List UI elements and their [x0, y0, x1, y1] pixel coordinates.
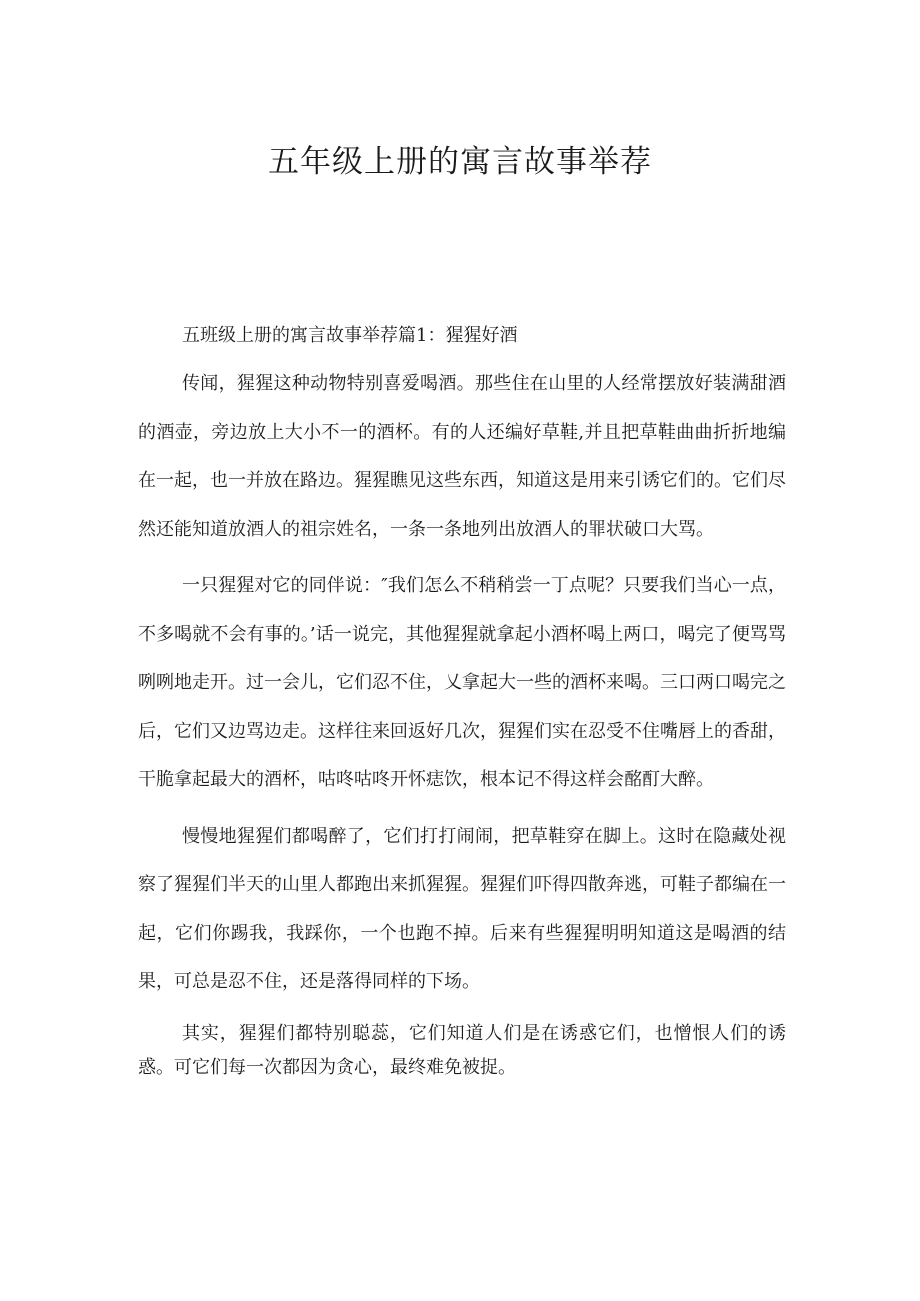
paragraph-2: 一只猩猩对它的同伴说：″我们怎么不稍稍尝一丁点呢？只要我们当心一点，不多喝就不会有事的。’话一说完，其他猩猩就拿起小酒杯喝上两口，喝完了便骂骂咧咧地走开。过一会儿，它们忍不住，乂拿起大一些的酒杯来喝。三口两口喝完之后，它们又边骂边走。这样往来回返好几次，猩猩们实在忍受不住嘴唇上的香甜，干脆拿起最大的酒杯，咕咚咕咚开怀痣饮，根本记不得这样会酩酊大醉。 — [138, 575, 786, 790]
section-heading: 五班级上册的寓言故事举荐篇1：猩猩好酒 — [182, 325, 518, 346]
document-body — [138, 318, 786, 1085]
paragraph-4: 其实，猩猩们都特别聪蕊，它们知道人们是在诱惑它们，也憎恨人们的诱惑。可它们每一次都因为贪心，最终难免被捉。 — [138, 1022, 786, 1078]
paragraph-3: 慢慢地猩猩们都喝醉了，它们打打闹闹，把草鞋穿在脚上。这时在隐藏处视察了猩猩们半天的山里人都跑出来抓猩猩。猩猩们吓得四散奔逃，可鞋子都编在一起，它们你踢我，我踩你，一个也跑不掉。后来有些猩猩明明知道这是喝酒的结果，可总是忍不住，还是落得同样的下场。 — [138, 825, 786, 992]
document-title: 五年级上册的寓言故事举荐 — [268, 144, 652, 180]
paragraph-1: 传闻，猩猩这种动物特别喜爱喝酒。那些住在山里的人经常摆放好装满甜酒的酒壶，旁边放上大小不一的酒杯。有的人还编好草鞋,并且把草鞋曲曲折折地编在一起，也一并放在路边。猩猩瞧见这些东西，知道这是用来引诱它们的。它们尽然还能知道放酒人的祖宗姓名，一条一条地列出放酒人的罪状破口大骂。 — [138, 373, 786, 540]
